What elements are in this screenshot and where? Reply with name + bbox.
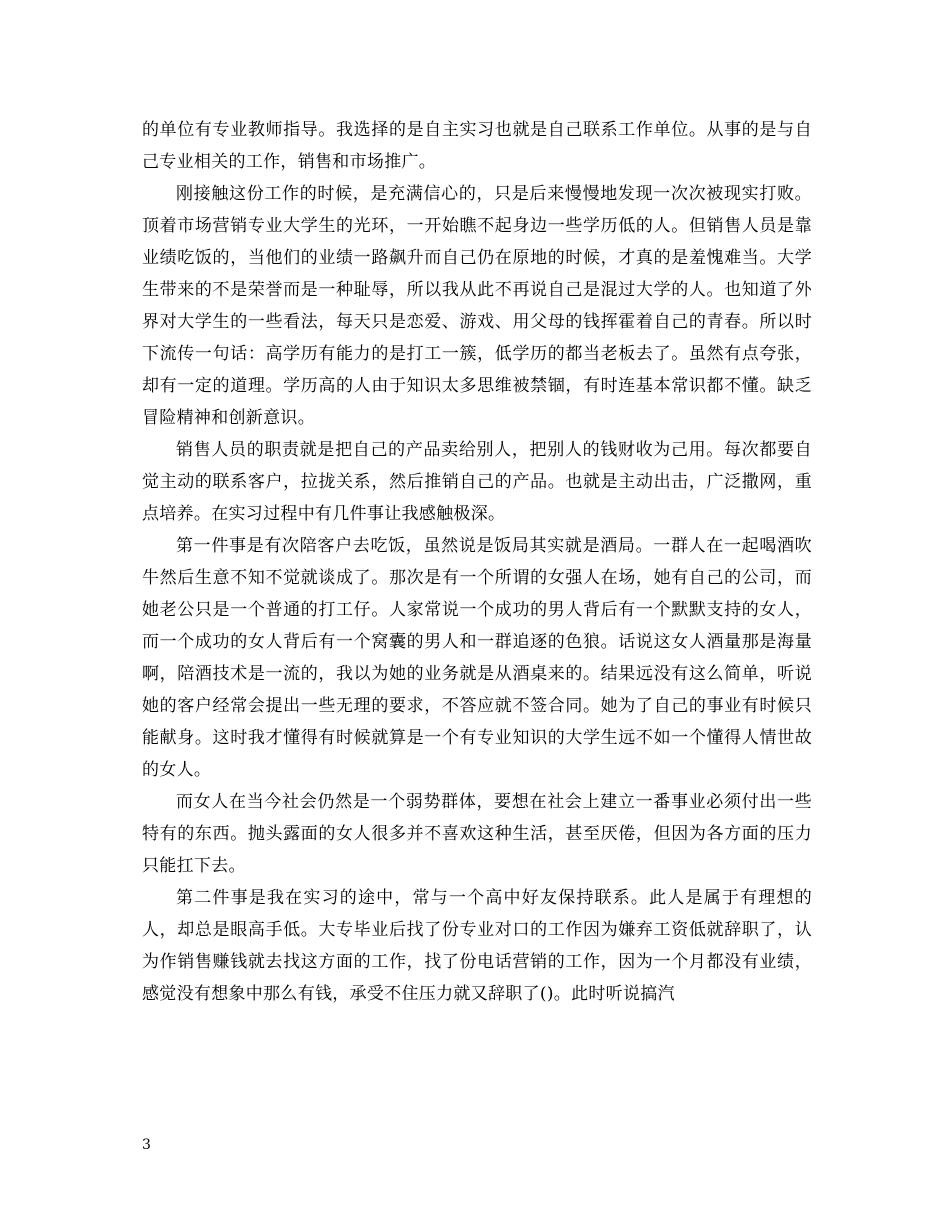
body-text — [142, 114, 812, 1010]
page-number: 3 — [142, 1137, 151, 1153]
paragraph-3: 销售人员的职责就是把自己的产品卖给别人，把别人的钱财收为己用。每次都要自觉主动的联系客户，拉拢关系，然后推销自己的产品。也就是主动出击，广泛撒网，重点培养。在实习过程中有几件事让我感触极深。 — [142, 440, 812, 524]
paragraph-1: 的单位有专业教师指导。我选择的是自主实习也就是自己联系工作单位。从事的是与自己专业相关的工作，销售和市场推广。 — [142, 120, 812, 172]
paragraph-6: 第二件事是我在实习的途中，常与一个高中好友保持联系。此人是属于有理想的人，却总是眼高手低。大专毕业后找了份专业对口的工作因为嫌弃工资低就辞职了，认为作销售赚钱就去找这方面的工作，找了份电话营销的工作，因为一个月都没有业绩，感觉没有想象中那么有钱，承受不住压力就又辞职了()。此时听说搞汽 — [142, 888, 812, 1004]
paragraph-5: 而女人在当今社会仍然是一个弱势群体，要想在社会上建立一番事业必须付出一些特有的东西。抛头露面的女人很多并不喜欢这种生活，甚至厌倦，但因为各方面的压力只能扛下去。 — [142, 792, 812, 876]
paragraph-2: 刚接触这份工作的时候，是充满信心的，只是后来慢慢地发现一次次被现实打败。顶着市场营销专业大学生的光环，一开始瞧不起身边一些学历低的人。但销售人员是靠业绩吃饭的，当他们的业绩一路飙升而自己仍在原地的时候，才真的是羞愧难当。大学生带来的不是荣誉而是一种耻辱，所以我从此不再说自己是混过大学的人。也知道了外界对大学生的一些看法，每天只是恋爱、游戏、用父母的钱挥霍着自己的青春。所以时下流传一句话：高学历有能力的是打工一簇，低学历的都当老板去了。虽然有点夸张，却有一定的道理。学历高的人由于知识太多思维被禁锢，有时连基本常识都不懂。缺乏冒险精神和创新意识。 — [142, 184, 812, 428]
paragraph-4: 第一件事是有次陪客户去吃饭，虽然说是饭局其实就是酒局。一群人在一起喝酒吹牛然后生意不知不觉就谈成了。那次是有一个所谓的女强人在场，她有自己的公司，而她老公只是一个普通的打工仔。人家常说一个成功的男人背后有一个默默支持的女人，而一个成功的女人背后有一个窝囊的男人和一群追逐的色狼。话说这女人酒量那是海量啊，陪酒技术是一流的，我以为她的业务就是从酒桌来的。结果远没有这么简单，听说她的客户经常会提出一些无理的要求，不答应就不签合同。她为了自己的事业有时候只能献身。这时我才懂得有时候就算是一个有专业知识的大学生远不如一个懂得人情世故的女人。 — [142, 536, 812, 780]
